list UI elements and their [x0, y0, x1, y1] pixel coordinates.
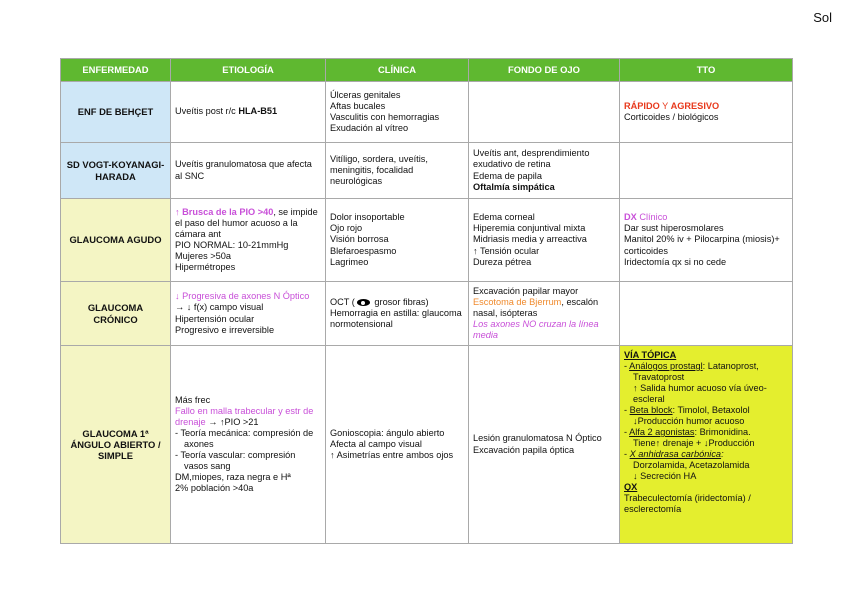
tto-glaucoma-agudo: DX Clínico Dar sust hiperosmolares Manitol 20% iv + Pilocarpina (miosis)+ corticoides Iridectomía qx si no cede — [620, 199, 793, 282]
header-row — [61, 59, 793, 82]
disease-table — [60, 58, 793, 544]
clinica-glaucoma-cronico: OCT ( grosor fibras) Hemorragia en astilla: glaucoma normotensional — [326, 282, 469, 346]
header-tto: TTO — [620, 59, 793, 82]
etio-vkh: Uveítis granulomatosa que afecta al SNC — [171, 143, 326, 199]
table-row-vkh — [61, 143, 793, 199]
clinica-vkh: Vitíligo, sordera, uveítis, meningitis, focalidad neurológicas — [326, 143, 469, 199]
etio-glaucoma-cronico: ↓ Progresiva de axones N Óptico → ↓ f(x) campo visual Hipertensión ocular Progresivo e irreversible — [171, 282, 326, 346]
clinica-glaucoma-agudo: Dolor insoportable Ojo rojo Visión borrosa Blefaroespasmo Lagrimeo — [326, 199, 469, 282]
tto-glaucoma-primario: VÍA TÓPICA - Análogos prostagl: Latanoprost, Travatoprost ↑ Salida humor acuoso vía úveo- escleral - Beta block: Timolol, Betaxolol ↓Producción humor acuoso - Alfa 2 agonistas: Brimonidina. Tiene↑ drenaje + ↓Producción - X anhidrasa carbónica: Dorzolamida, Acetazolamida ↓ Secreción HA QX Trabeculectomía (iridectomía) / esclerectomía — [620, 346, 793, 544]
disease-vkh: SD VOGT-KOYANAGI-HARADA — [61, 143, 171, 199]
disease-glaucoma-agudo: GLAUCOMA AGUDO — [61, 199, 171, 282]
fondo-behcet — [469, 82, 620, 143]
fondo-glaucoma-primario: Lesión granulomatosa N Óptico Excavación papila óptica — [469, 346, 620, 544]
disease-behcet: ENF DE BEHÇET — [61, 82, 171, 143]
tto-behcet: RÁPIDO Y AGRESIVO Corticoides / biológicos — [620, 82, 793, 143]
etio-behcet: Uveítis post r/c HLA-B51 — [171, 82, 326, 143]
fondo-glaucoma-agudo: Edema corneal Hiperemia conjuntival mixta Midriasis media y arreactiva ↑ Tensión ocular Dureza pétrea — [469, 199, 620, 282]
fondo-glaucoma-cronico: Excavación papilar mayor Escotoma de Bjerrum, escalón nasal, isópteras Los axones NO cruzan la línea media — [469, 282, 620, 346]
header-fondo-de-ojo: FONDO DE OJO — [469, 59, 620, 82]
table-row-glaucoma-cronico — [61, 282, 793, 346]
clinica-glaucoma-primario: Gonioscopia: ángulo abierto Afecta al campo visual ↑ Asimetrías entre ambos ojos — [326, 346, 469, 544]
disease-glaucoma-primario: GLAUCOMA 1ª ÁNGULO ABIERTO / SIMPLE — [61, 346, 171, 544]
fondo-vkh: Uveítis ant, desprendimiento exudativo de retina Edema de papila Oftalmía simpática — [469, 143, 620, 199]
table-row-behcet — [61, 82, 793, 143]
tto-vkh — [620, 143, 793, 199]
table-row-glaucoma-primario — [61, 346, 793, 544]
eye-icon — [357, 299, 370, 306]
tto-glaucoma-cronico — [620, 282, 793, 346]
etio-glaucoma-agudo: ↑ Brusca de la PIO >40, se impide el paso del humor acuoso a la cámara ant PIO NORMAL: 10-21mmHg Mujeres >50a Hipermétropes — [171, 199, 326, 282]
etio-glaucoma-primario: Más frec Fallo en malla trabecular y estr de drenaje → ↑PIO >21 - Teoría mecánica: compresión de axones - Teoría vascular: compresión vasos sang DM,miopes, raza negra e Hª 2% población >40a — [171, 346, 326, 544]
disease-glaucoma-cronico: GLAUCOMA CRÓNICO — [61, 282, 171, 346]
header-enfermedad: ENFERMEDAD — [61, 59, 171, 82]
table-row-glaucoma-agudo — [61, 199, 793, 282]
clinica-behcet: Úlceras genitales Aftas bucales Vasculitis con hemorragias Exudación al vítreo — [326, 82, 469, 143]
corner-label: Sol — [813, 10, 832, 25]
header-etiologia: ETIOLOGÍA — [171, 59, 326, 82]
header-clinica: CLÍNICA — [326, 59, 469, 82]
